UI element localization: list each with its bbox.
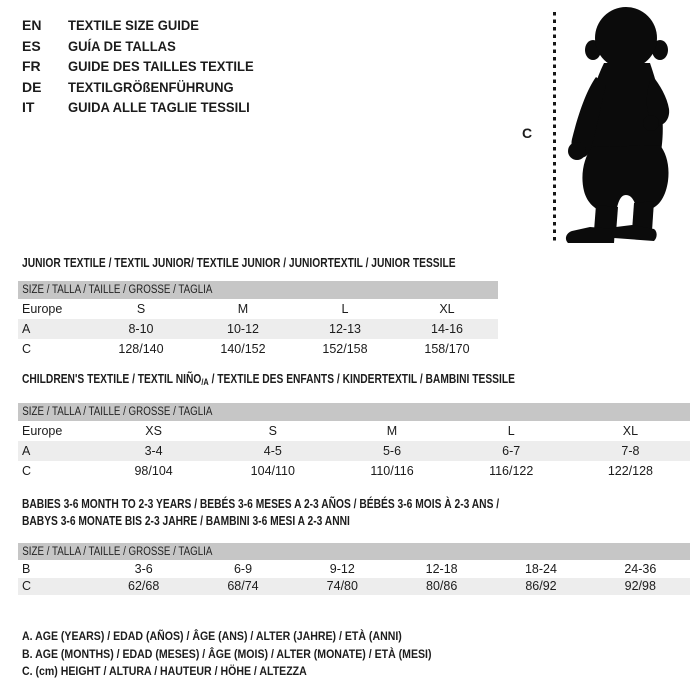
children-size-table	[18, 403, 690, 481]
table-row: B 3-6 6-9 9-12 12-18 18-24 24-36	[18, 560, 690, 578]
row-label: B	[22, 561, 31, 576]
babies-section-title: BABIES 3-6 MONTH TO 2-3 YEARS / BEBÉS 3-6 MESES A 2-3 AÑOS / BÉBÉS 3-6 MOIS À 2-3 ANS / BABYS 3-6 MONATE BIS 2-3 JAHRE / BAMBINI 3-6 MESI A 2-3 ANNI	[22, 497, 500, 528]
lang-title: TEXTILE SIZE GUIDE	[68, 17, 199, 34]
table-row: C 62/68 68/74 74/80 80/86 86/92 92/98	[18, 578, 690, 596]
lang-code: DE	[22, 78, 42, 95]
row-label: A	[22, 322, 31, 336]
lang-row-fr	[22, 56, 268, 77]
table-row: A 3-4 4-5 5-6 6-7 7-8	[18, 441, 690, 461]
size-header-bar	[18, 281, 498, 299]
table-row: A 8-10 10-12 12-13 14-16	[18, 319, 498, 339]
size-header-label: SIZE / TALLA / TAILLE / GRÖSSE / TAGLIA	[22, 406, 213, 418]
lang-row-es	[22, 36, 268, 57]
subscript: /A	[201, 377, 209, 387]
lang-row-de	[22, 77, 268, 98]
junior-section-title: JUNIOR TEXTILE / TEXTIL JUNIOR/ TEXTILE JUNIOR / JUNIORTEXTIL / JUNIOR TESSILE	[22, 256, 456, 270]
lang-title: GUIDE DES TAILLES TEXTILE	[68, 58, 254, 75]
baby-silhouette-icon	[560, 5, 692, 245]
size-header-label: SIZE / TALLA / TAILLE / GRÖSSE / TAGLIA	[22, 545, 213, 558]
row-label: C	[22, 464, 32, 478]
lang-title: GUIDA ALLE TAGLIE TESSILI	[68, 99, 250, 116]
height-measure-label: C	[522, 125, 533, 141]
lang-code: FR	[22, 58, 41, 75]
junior-size-table	[18, 281, 498, 359]
table-row: Europe XS S M L XL	[18, 421, 690, 441]
babies-size-table	[18, 543, 690, 595]
lang-code: EN	[22, 17, 42, 34]
table-row: Europe S M L XL	[18, 299, 498, 319]
language-list	[22, 15, 268, 118]
lang-code: IT	[22, 99, 35, 116]
footnote-c: C. (cm) HEIGHT / ALTURA / HAUTEUR / HÖHE / ALTEZZA	[22, 664, 307, 678]
size-header-bar	[18, 543, 690, 560]
row-label: Europe	[22, 302, 63, 316]
row-label: Europe	[22, 424, 63, 438]
table-row: C 98/104 104/110 110/116 116/122 122/128	[18, 461, 690, 481]
row-label: C	[22, 579, 32, 594]
children-section-title: CHILDREN'S TEXTILE / TEXTIL $NIÑO_{/A}$ / TEXTILE DES ENFANTS / KINDERTEXTIL / BAMBINI TESSILE	[22, 372, 515, 387]
lang-row-it	[22, 97, 268, 118]
size-header-label: SIZE / TALLA / TAILLE / GRÖSSE / TAGLIA	[22, 284, 213, 296]
lang-row-en	[22, 15, 268, 36]
lang-title: GUÍA DE TALLAS	[68, 37, 176, 54]
row-label: C	[22, 342, 32, 356]
footnote-b: B. AGE (MONTHS) / EDAD (MESES) / ÂGE (MOIS) / ALTER (MONATE) / ETÀ (MESI)	[22, 646, 432, 661]
height-dashed-line	[553, 12, 556, 243]
footnotes	[22, 628, 487, 681]
table-row: C 128/140 140/152 152/158 158/170	[18, 339, 498, 359]
lang-title: TEXTILGRÖßENFÜHRUNG	[68, 78, 234, 95]
row-label: A	[22, 444, 31, 458]
footnote-a: A. AGE (YEARS) / EDAD (AÑOS) / ÂGE (ANS) / ALTER (JAHRE) / ETÀ (ANNI)	[22, 629, 402, 643]
lang-code: ES	[22, 37, 41, 54]
size-header-bar	[18, 403, 690, 421]
